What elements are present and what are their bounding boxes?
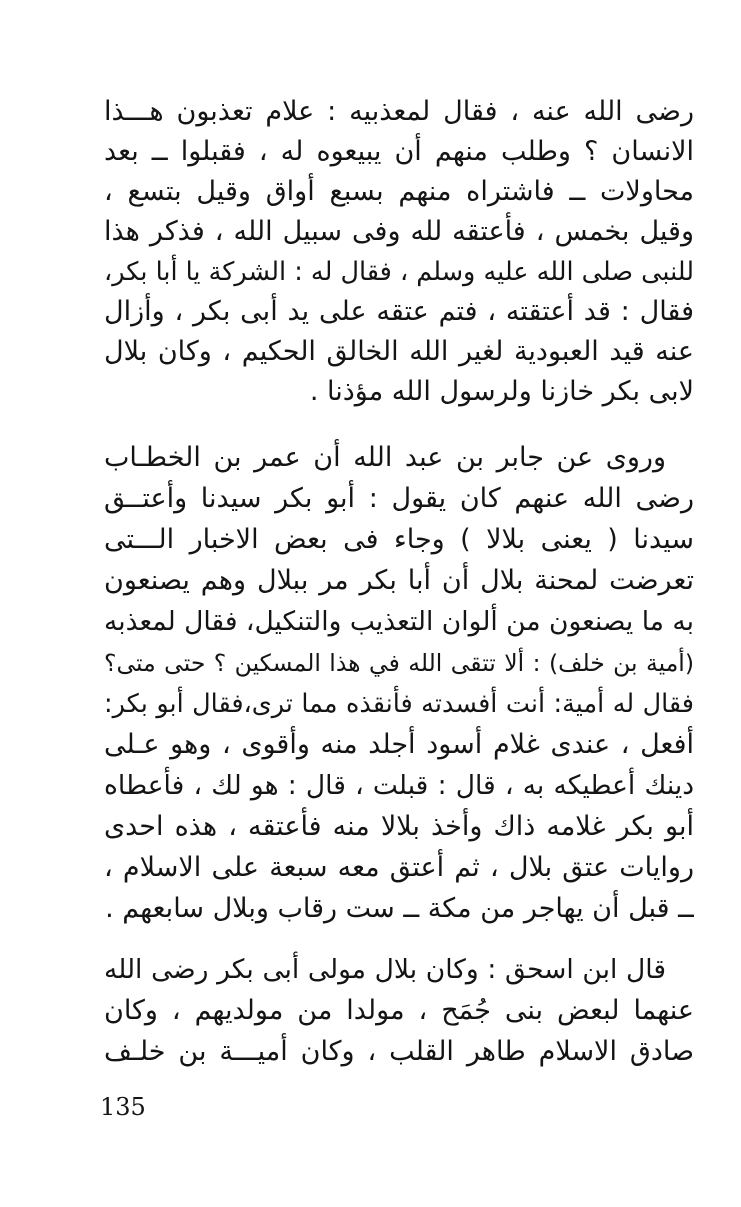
text-line: وروى عن جابر بن عبد الله أن عمر بن الخطـاب — [104, 442, 666, 473]
text-line: روايات عتق بلال ، ثم أعتق معه سبعة على الاسلام ، — [104, 852, 694, 883]
text-line: وقيل بخمس ، فأعتقه لله وفى سبيل الله ، فذكر هذا — [104, 216, 694, 247]
text-line: فقال له أمية: أنت أفسدته فأنقذه مما ترى،فقال أبو بكر: — [104, 689, 694, 719]
text-line: للنبى صلى الله عليه وسلم ، فقال له : الشركة يا أبا بكر، — [104, 257, 694, 287]
text-line: لابى بكر خازنا ولرسول الله مؤذنا . — [309, 376, 694, 407]
text-line: صادق الاسلام طاهر القلب ، وكان أميـــة بن خلـف — [104, 1036, 694, 1067]
text-line: الانسان ؟ وطلب منهم أن يبيعوه له ، فقبلوا ــ بعد — [104, 136, 694, 167]
text-line: ــ قبل أن يهاجر من مكة ــ ست رقاب وبلال سابعهم . — [105, 893, 694, 924]
text-line: دينك أعطيكه به ، قال : قبلت ، قال : هو لك ، فأعطاه — [104, 770, 694, 801]
page-number: 135 — [100, 1093, 146, 1121]
text-line: قال ابن اسحق : وكان بلال مولى أبى بكر رضى الله — [104, 954, 666, 985]
text-line: رضى الله عنهم كان يقول : أبو بكر سيدنا وأعتــق — [104, 483, 694, 514]
text-line: أفعل ، عندى غلام أسود أجلد منه وأقوى ، وهو عـلى — [104, 729, 694, 760]
text-line: (أمية بن خلف) : ألا تتقى الله في هذا المسكين ؟ حتى متى؟ — [104, 649, 694, 677]
text-line: به ما يصنعون من ألوان التعذيب والتنكيل، فقال لمعذبه — [104, 606, 694, 637]
text-line: محاولات ــ فاشتراه منهم بسبع أواق وقيل بتسع ، — [104, 176, 694, 207]
text-line: فقال : قد أعتقته ، فتم عتقه على يد أبى بكر ، وأزال — [104, 296, 694, 327]
text-line: عنه قيد العبودية لغير الله الخالق الحكيم ، وكان بلال — [104, 336, 694, 367]
text-line: رضى الله عنه ، فقال لمعذبيه : علام تعذبون هـــذا — [104, 96, 694, 127]
text-line: عنهما لبعض بنى جُمَح ، مولدا من مولديهم ، وكان — [104, 995, 694, 1026]
text-line: أبو بكر غلامه ذاك وأخذ بلالا منه فأعتقه ، هذه احدى — [104, 811, 694, 842]
text-line: سيدنا ( يعنى بلالا ) وجاء فى بعض الاخبار الـــتى — [104, 524, 694, 555]
text-line: تعرضت لمحنة بلال أن أبا بكر مر ببلال وهم يصنعون — [104, 565, 694, 596]
